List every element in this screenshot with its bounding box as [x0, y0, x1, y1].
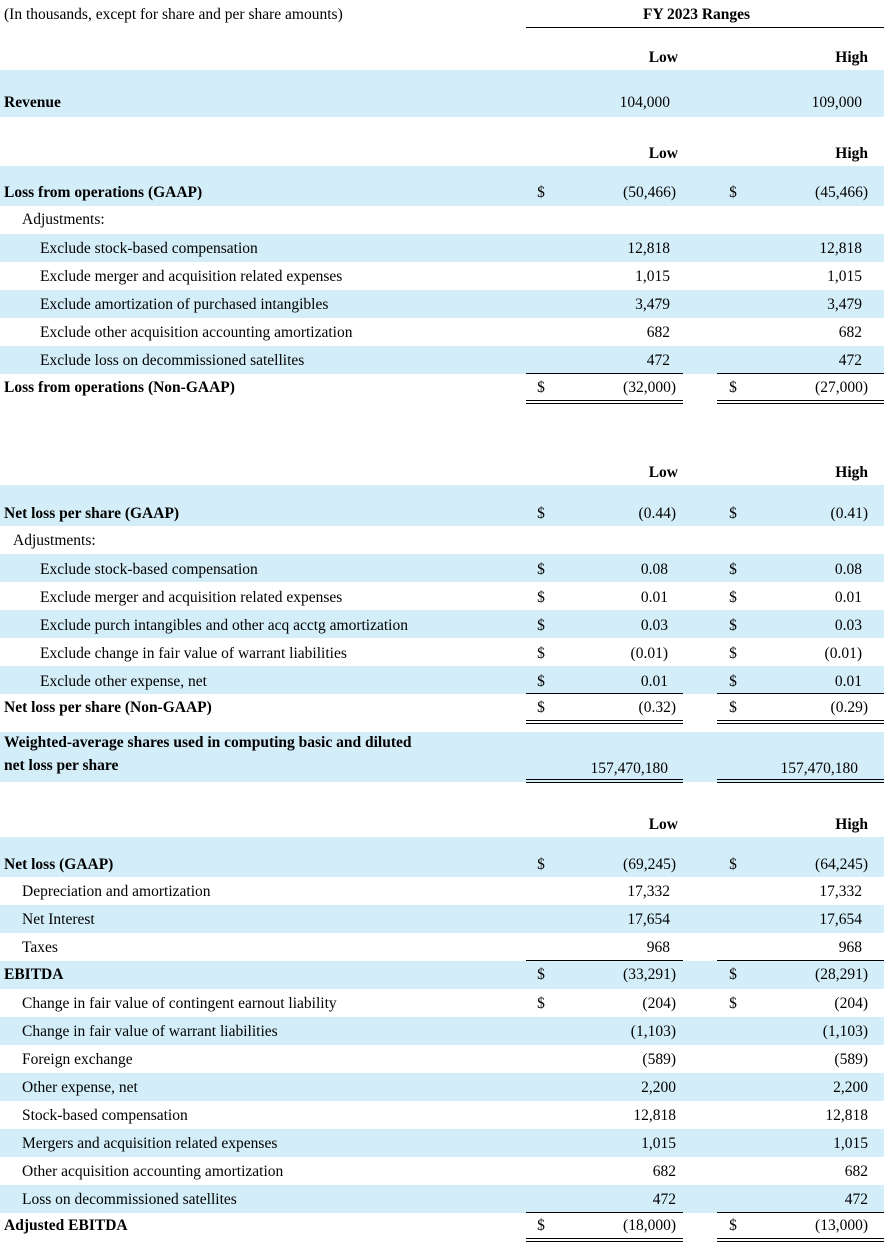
ebitda-row-high-dollar: $	[729, 966, 737, 983]
loss-from-operations-non-gaap-row-high-value: (27,000)	[815, 379, 868, 396]
ebitda-reconciliation-row-low-value: 17,332	[627, 883, 670, 900]
eps-high-total-rule	[717, 720, 884, 724]
eps-adjustment-row-high-value: 0.01	[834, 589, 862, 606]
eps-adjustment-row-low-dollar: $	[537, 645, 545, 662]
adjusted-ebitda-reconciliation-row-label: Change in fair value of warrant liabilities	[22, 1023, 278, 1040]
ebitda-reconciliation-row	[0, 905, 884, 933]
operations-adjustment-row-high-value: 472	[838, 352, 862, 369]
adjusted-ebitda-reconciliation-row-low-value: (589)	[642, 1051, 676, 1068]
net-loss-per-share-non-gaap-row-high-dollar: $	[729, 699, 737, 716]
net-loss-per-share-non-gaap-row-label: Net loss per share (Non-GAAP)	[4, 699, 212, 716]
adjusted-ebitda-reconciliation-row-low-value: (204)	[642, 995, 676, 1012]
ebitda-reconciliation-row-high-value: 17,332	[819, 883, 862, 900]
units-note: (In thousands, except for share and per share amounts)	[4, 6, 343, 23]
adjusted-ebitda-reconciliation-row-low-value: (1,103)	[630, 1023, 676, 1040]
ebitda-reconciliation-row-low-value: 17,654	[627, 911, 670, 928]
net-loss-per-share-gaap-row-high-value: (0.41)	[830, 505, 868, 522]
adjusted-ebitda-reconciliation-row-high-value: (204)	[834, 995, 868, 1012]
eps-adjustment-row-low-value: 0.01	[640, 589, 668, 606]
adjusted-ebitda-reconciliation-row-label: Mergers and acquisition related expenses	[22, 1135, 278, 1152]
operations-low-header: Low	[648, 145, 678, 162]
net-loss-gaap-row-low-dollar: $	[537, 856, 545, 873]
fy-title-rule	[526, 27, 884, 28]
eps-adjustment-row-low-dollar: $	[537, 617, 545, 634]
adjusted-ebitda-reconciliation-row-low-value: 1,015	[641, 1135, 676, 1152]
ebitda-row-label: EBITDA	[4, 966, 64, 983]
ebitda-reconciliation-row-high-value: 17,654	[819, 911, 862, 928]
revenue-high-header: High	[835, 49, 868, 66]
ebitda-row-low-dollar: $	[537, 966, 545, 983]
operations-adjustment-row-label: Exclude loss on decommissioned satellites	[40, 352, 305, 369]
net-loss-gaap-row-high-value: (64,245)	[815, 856, 868, 873]
adjusted-ebitda-reconciliation-row-low-value: 682	[652, 1163, 676, 1180]
eps-adjustment-row-low-value: 0.08	[640, 561, 668, 578]
adjusted-ebitda-low-subtotal-rule	[526, 1212, 683, 1213]
eps-adjustment-row-high-dollar: $	[729, 589, 737, 606]
loss-from-operations-gaap-row-label: Loss from operations (GAAP)	[4, 184, 203, 201]
eps-adjustment-row-low-value: 0.03	[640, 617, 668, 634]
net-loss-gaap-row-low-value: (69,245)	[623, 856, 676, 873]
operations-adjustment-row-low-value: 1,015	[635, 268, 670, 285]
loss-from-operations-gaap-row-high-value: (45,466)	[815, 184, 868, 201]
net-loss-per-share-non-gaap-row-low-dollar: $	[537, 699, 545, 716]
ebitda-reconciliation-row-label: Net Interest	[22, 911, 95, 928]
revenue-label: Revenue	[4, 94, 61, 111]
loss-from-operations-non-gaap-row-low-value: (32,000)	[623, 379, 676, 396]
ebitda-reconciliation-row	[0, 933, 884, 961]
eps-adjustment-row-low-dollar: $	[537, 589, 545, 606]
loss-from-operations-non-gaap-row-label: Loss from operations (Non-GAAP)	[4, 379, 235, 396]
adjusted-ebitda-high-total-rule	[717, 1238, 884, 1242]
operations-adjustment-row-high-value: 682	[838, 324, 862, 341]
adjusted-ebitda-reconciliation-row-label: Stock-based compensation	[22, 1107, 188, 1124]
adjusted-ebitda-reconciliation-row-high-value: 2,200	[833, 1079, 868, 1096]
eps-adjustment-row-low-dollar: $	[537, 561, 545, 578]
ebitda-high-subtotal-rule	[717, 960, 884, 961]
eps-adjustment-row-high-dollar: $	[729, 645, 737, 662]
weighted-average-shares-label-line1: Weighted-average shares used in computing basic and diluted	[4, 734, 412, 751]
eps-low-header: Low	[648, 464, 678, 481]
eps-adjustment-row-high-dollar: $	[729, 673, 737, 690]
eps-low-total-rule	[526, 720, 683, 724]
eps-adjustment-row-low-value: 0.01	[640, 673, 668, 690]
shares-high-total-rule	[717, 779, 884, 783]
eps-adjustment-row-low-dollar: $	[537, 673, 545, 690]
eps-high-subtotal-rule	[717, 693, 884, 694]
adjusted-ebitda-reconciliation-row-label: Change in fair value of contingent earnout liability	[22, 995, 337, 1012]
adjusted-ebitda-row-low-value: (18,000)	[623, 1217, 676, 1234]
operations-low-total-rule	[526, 400, 683, 404]
revenue-low-value: 104,000	[619, 94, 670, 111]
net-loss-per-share-gaap-row-label: Net loss per share (GAAP)	[4, 505, 180, 522]
operations-adjustments-heading-row	[0, 206, 884, 234]
adjusted-ebitda-reconciliation-row-high-value: (1,103)	[822, 1023, 868, 1040]
adjusted-ebitda-reconciliation-row-label: Other acquisition accounting amortization	[22, 1163, 284, 1180]
operations-adjustment-row-label: Exclude stock-based compensation	[40, 240, 258, 257]
weighted-average-shares-low-value: 157,470,180	[590, 760, 668, 777]
ebitda-row	[0, 961, 884, 989]
adjusted-ebitda-reconciliation-row-label: Loss on decommissioned satellites	[22, 1191, 237, 1208]
weighted-average-shares-label-line2: net loss per share	[4, 757, 119, 774]
adjusted-ebitda-row-high-value: (13,000)	[815, 1217, 868, 1234]
loss-from-operations-gaap-row-low-dollar: $	[537, 184, 545, 201]
net-loss-per-share-non-gaap-row-high-value: (0.29)	[830, 699, 868, 716]
operations-high-total-rule	[717, 400, 884, 404]
eps-adjustment-row-high-value: 0.08	[834, 561, 862, 578]
net-loss-per-share-non-gaap-row-low-value: (0.32)	[638, 699, 676, 716]
adjusted-ebitda-row-low-dollar: $	[537, 1217, 545, 1234]
adjusted-ebitda-reconciliation-row-high-value: 682	[844, 1163, 868, 1180]
eps-adjustment-row-high-value: (0.01)	[824, 645, 862, 662]
operations-adjustment-row-low-value: 682	[646, 324, 670, 341]
loss-from-operations-non-gaap-row-low-dollar: $	[537, 379, 545, 396]
operations-high-header: High	[835, 145, 868, 162]
ebitda-reconciliation-row-label: Depreciation and amortization	[22, 883, 211, 900]
adjusted-ebitda-high-subtotal-rule	[717, 1212, 884, 1213]
ebitda-low-subtotal-rule	[526, 960, 683, 961]
adjusted-ebitda-reconciliation-row-high-value: 472	[844, 1191, 868, 1208]
eps-adjustment-row-label: Exclude other expense, net	[40, 673, 207, 690]
revenue-row	[0, 70, 884, 117]
operations-low-subtotal-rule	[526, 373, 683, 374]
operations-adjustment-row-high-value: 1,015	[827, 268, 862, 285]
operations-adjustment-row-label: Exclude other acquisition accounting amortization	[40, 324, 353, 341]
eps-adjustments-heading-row	[0, 526, 884, 554]
eps-adjustment-row-high-value: 0.03	[834, 617, 862, 634]
net-loss-gaap-row-high-dollar: $	[729, 856, 737, 873]
eps-low-subtotal-rule	[526, 693, 683, 694]
operations-adjustment-row-label: Exclude amortization of purchased intangibles	[40, 296, 329, 313]
adjusted-ebitda-reconciliation-row-low-value: 12,818	[633, 1107, 676, 1124]
operations-adjustment-row-low-value: 472	[646, 352, 670, 369]
ebitda-high-header: High	[835, 816, 868, 833]
operations-adjustment-row-high-value: 12,818	[819, 240, 862, 257]
revenue-low-header: Low	[648, 49, 678, 66]
adjusted-ebitda-low-total-rule	[526, 1238, 683, 1242]
operations-adjustment-row-label: Exclude merger and acquisition related expenses	[40, 268, 343, 285]
operations-adjustments-label: Adjustments:	[22, 211, 105, 228]
operations-adjustment-row-low-value: 12,818	[627, 240, 670, 257]
eps-adjustment-row-high-value: 0.01	[834, 673, 862, 690]
adjusted-ebitda-reconciliation-row-high-value: 12,818	[825, 1107, 868, 1124]
ebitda-reconciliation-row-low-value: 968	[646, 939, 670, 956]
operations-adjustment-row-low-value: 3,479	[635, 296, 670, 313]
net-loss-per-share-gaap-row-low-value: (0.44)	[638, 505, 676, 522]
loss-from-operations-gaap-row-high-dollar: $	[729, 184, 737, 201]
adjusted-ebitda-reconciliation-row-label: Other expense, net	[22, 1079, 138, 1096]
eps-high-header: High	[835, 464, 868, 481]
ebitda-reconciliation-row-label: Taxes	[22, 939, 58, 956]
ebitda-row-high-value: (28,291)	[815, 966, 868, 983]
loss-from-operations-non-gaap-row-high-dollar: $	[729, 379, 737, 396]
eps-adjustment-row-label: Exclude stock-based compensation	[40, 561, 258, 578]
adjusted-ebitda-reconciliation-row-label: Foreign exchange	[22, 1051, 133, 1068]
eps-adjustment-row-label: Exclude purch intangibles and other acq acctg amortization	[40, 617, 408, 634]
weighted-average-shares-high-value: 157,470,180	[780, 760, 858, 777]
loss-from-operations-gaap-row-low-value: (50,466)	[623, 184, 676, 201]
adjusted-ebitda-reconciliation-row-high-dollar: $	[729, 995, 737, 1012]
net-loss-per-share-gaap-row-low-dollar: $	[537, 505, 545, 522]
adjusted-ebitda-reconciliation-row-low-value: 2,200	[641, 1079, 676, 1096]
adjusted-ebitda-reconciliation-row-high-value: (589)	[834, 1051, 868, 1068]
ebitda-reconciliation-row-high-value: 968	[838, 939, 862, 956]
shares-low-total-rule	[526, 779, 683, 783]
adjusted-ebitda-row	[0, 1213, 884, 1241]
operations-high-subtotal-rule	[717, 373, 884, 374]
adjusted-ebitda-row-high-dollar: $	[729, 1217, 737, 1234]
fy-title: FY 2023 Ranges	[643, 6, 751, 23]
net-loss-gaap-row-label: Net loss (GAAP)	[4, 856, 114, 873]
net-loss-per-share-gaap-row-high-dollar: $	[729, 505, 737, 522]
net-loss-gaap-row	[0, 837, 884, 877]
adjusted-ebitda-reconciliation-row-low-dollar: $	[537, 995, 545, 1012]
eps-adjustment-row-label: Exclude change in fair value of warrant liabilities	[40, 645, 347, 662]
eps-adjustment-row-label: Exclude merger and acquisition related expenses	[40, 589, 343, 606]
eps-adjustment-row-high-dollar: $	[729, 617, 737, 634]
adjusted-ebitda-reconciliation-row-high-value: 1,015	[833, 1135, 868, 1152]
eps-adjustment-row-high-dollar: $	[729, 561, 737, 578]
ebitda-row-low-value: (33,291)	[623, 966, 676, 983]
ebitda-low-header: Low	[648, 816, 678, 833]
eps-adjustments-label: Adjustments:	[13, 532, 96, 549]
revenue-high-value: 109,000	[811, 94, 862, 111]
operations-adjustment-row-high-value: 3,479	[827, 296, 862, 313]
adjusted-ebitda-reconciliation-row-low-value: 472	[652, 1191, 676, 1208]
eps-adjustment-row-low-value: (0.01)	[630, 645, 668, 662]
adjusted-ebitda-row-label: Adjusted EBITDA	[4, 1217, 128, 1234]
